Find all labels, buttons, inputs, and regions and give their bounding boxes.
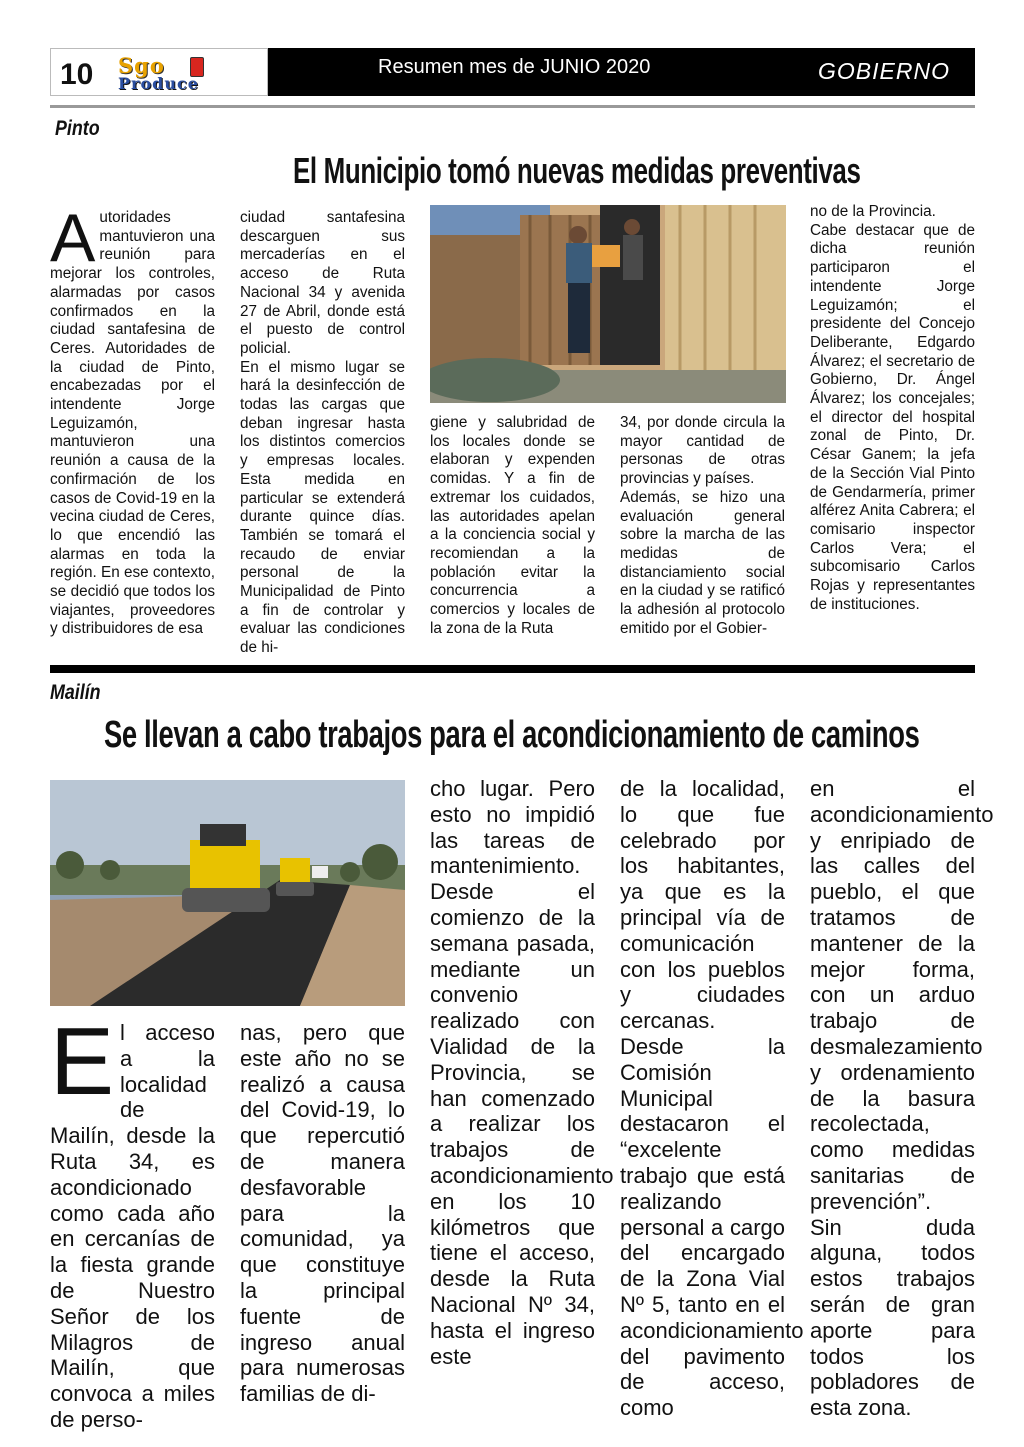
road-roller-photo [50, 780, 405, 1006]
article2-col3-para-b: Desde el comienzo de la semana pasada, mediante un convenio realizado con Vialidad de la Provincia, se han comenzado a realizar los trabajos de acondicionamiento en los 10 kilómetros que tiene el acceso, desde la Ruta Nacional Nº 34, hasta el ingreso este [430, 879, 614, 1369]
article1-col2-para-b: En el mismo lugar se hará la desinfección de todas las cargas que deban ingresar hasta los distintos comercios y empresas locales. Esta medida en particular se extenderá durante quince días. También se tomará el recaudo de enviar personal de la Municipalidad de Pinto a fin de controlar y evaluar las condiciones de hi- [240, 358, 405, 657]
header-section: GOBIERNO [818, 58, 950, 84]
article1-col5-para-b: Cabe destacar que de dicha reunión participaron el intendente Jorge Leguizamón; el presidente del Concejo Deliberante, Edgardo Álvarez; el secretario de Gobierno, Dr. Ángel Álvarez; los concejales; el director del hospital zonal de Pinto, Dr. César Ganem; la jefa de la Sección Vial Pinto de Gendarmería, primer alférez Anita Cabrera; el comisario inspector Carlos Vera; el subcomisario Carlos Rojas y representantes de instituciones. [810, 221, 975, 613]
article2-headline: Se llevan a cabo trabajos para el acondicionamiento de caminos [104, 714, 920, 756]
article2-col3-para-a: cho lugar. Pero esto no impidió las tareas de mantenimiento. [430, 776, 595, 879]
article1-column-3 [430, 414, 595, 638]
article2-col5-para-a: en el acondicionamiento y enripiado de las calles del pueblo, el que tratamos de mantener de la mejor forma, con un arduo trabajo de desmalezamiento y ordenamiento de la basura recolectada, como medidas sanitarias de prevención”. [810, 776, 994, 1214]
article2-col2-text: nas, pero que este año no se realizó a causa del Covid-19, lo que repercutió de manera desfavorable para la comunidad, ya que constituye la principal fuente de ingreso anual para numerosas familias de di- [240, 1020, 405, 1407]
article2-col1-text: l acceso a la localidad de Mailín, desde la Ruta 34, es acondicionado como cada año en cercanías de la fiesta grande de Nuestro Señor de los Milagros de Mailín, que convoca a miles de perso- [50, 1020, 215, 1432]
article1-col3-text: giene y salubridad de los locales donde se elaboran y expenden comidas. Y a fin de extremar los cuidados, las autoridades apelan a la conciencia social y recomiendan a la población evitar la concurrencia a comercios y locales de la zona de la Ruta [430, 414, 595, 637]
article2-column-2 [240, 1020, 405, 1407]
article2-column-1 [50, 1008, 215, 1433]
header-summary: Resumen mes de JUNIO 2020 [378, 56, 651, 78]
article1-col4-para-a: 34, por donde circula la mayor cantidad de personas de otras provincias y países. [620, 414, 785, 488]
article1-column-4 [620, 414, 785, 638]
article2-col5-para-b: Sin duda alguna, todos estos trabajos serán de gran aporte para todos los pobladores de esta zona. [810, 1214, 975, 1421]
article1-col2-para-a: ciudad santafesina descarguen sus mercaderías en el acceso de Ruta Nacional 34 y avenida 27 de Abril, donde está el puesto de control policial. [240, 209, 405, 357]
section-divider [50, 665, 975, 673]
article1-col4-para-b: Además, se hizo una evaluación general sobre la marcha de las medidas de distanciamiento social en la ciudad y se ratificó la adhesión al protocolo emitido por el Gobier- [620, 488, 785, 637]
article2-location: Mailín [50, 681, 101, 704]
logo-text-bottom: Produce [118, 74, 199, 93]
header-rule [50, 105, 975, 108]
article1-column-1 [50, 200, 215, 639]
article1-column-2 [240, 209, 405, 658]
article1-location: Pinto [55, 117, 100, 140]
article1-headline: El Municipio tomó nuevas medidas preventivas [293, 150, 861, 191]
page-number: 10 [60, 58, 94, 91]
article2-column-5 [810, 776, 994, 1421]
article1-col1-text: utoridades mantuvieron una reunión para mejorar los controles, alarmadas por casos confirmados en la ciudad santafesina de Ceres. Autoridades de la ciudad de Pinto, encabezadas por el intendente Jorge Leguizamón, mantuvieron una reunión a causa de la confirmación de los casos de Covid-19 en la vecina ciudad de Ceres, lo que encendió las alarmas en toda la región. En ese contexto, se decidió que todos los viajantes, proveedores y distribuidores de esa [50, 209, 215, 638]
article2-column-4 [620, 776, 804, 1421]
truck-unloading-photo [430, 205, 786, 403]
article1-column-5 [810, 203, 975, 614]
article2-column-3 [430, 776, 614, 1369]
article1-col5-para-a: no de la Provincia. [810, 203, 936, 220]
article2-col4-text: de la localidad, lo que fue celebrado por los habitantes, ya que es la principal vía de comunicación con los pueblos y ciudades cercanas. Desde la Comisión Municipal destacaron el “excelente trabajo que está realizando personal a cargo del encargado de la Zona Vial Nº 5, tanto en el acondicionamiento del pavimento de acceso, como [620, 776, 804, 1421]
logo-text-top: Sgo [118, 53, 165, 78]
article1-dropcap: A [50, 200, 96, 276]
article2-dropcap: E [50, 1008, 115, 1115]
